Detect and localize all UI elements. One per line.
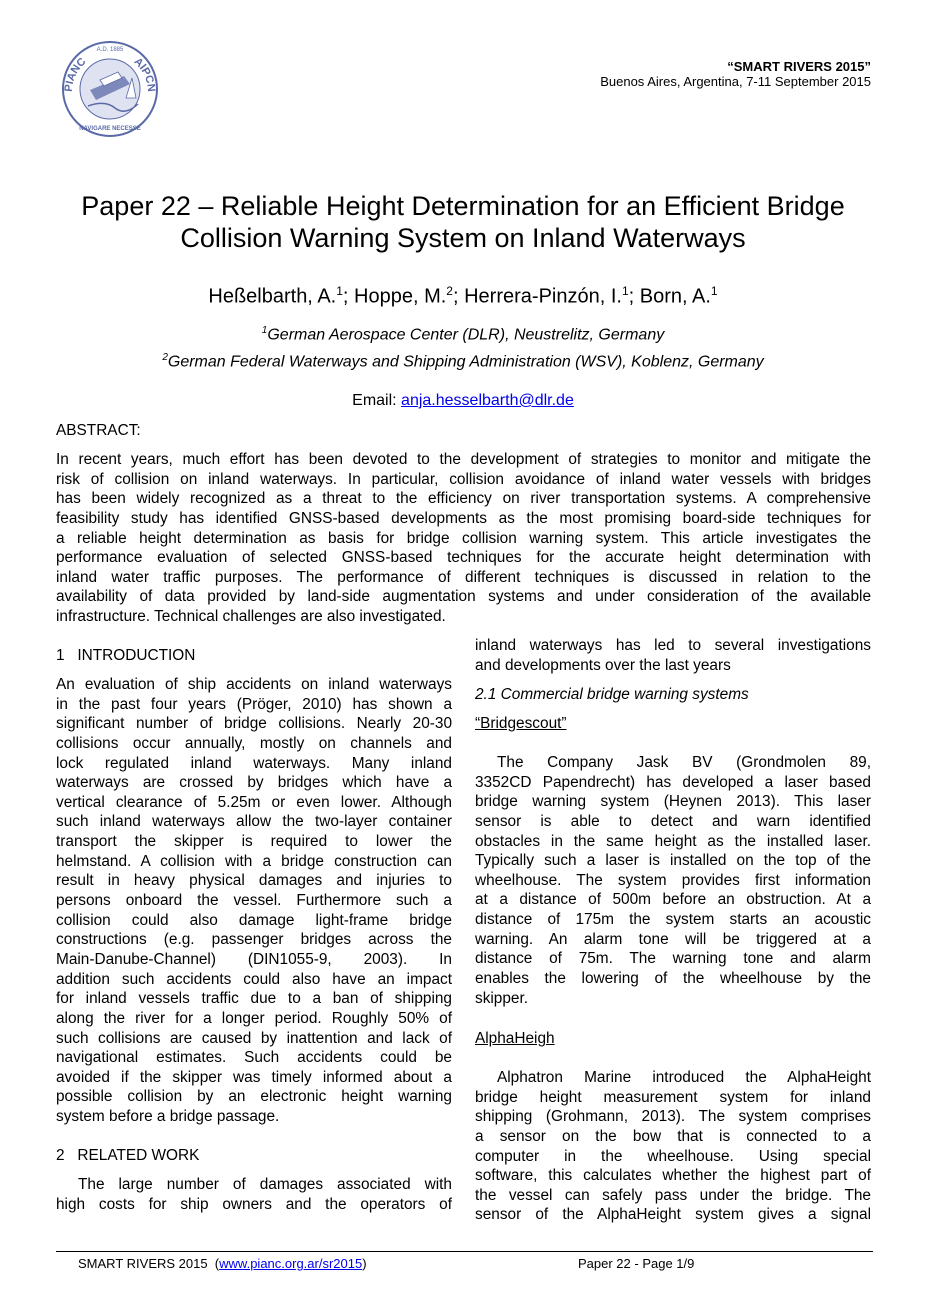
text-line: wheelhouse. The system provides first information <box>475 871 871 889</box>
text-line: inland water traffic purposes. The performance of different techniques is discussed in relation to the <box>56 568 871 586</box>
footer-rule <box>56 1251 873 1252</box>
author-affiliation-marker: 2 <box>446 284 453 298</box>
text-line: navigational estimates. Such accidents could be <box>56 1049 452 1067</box>
text-line: along the river for a longer period. Roughly 50% of <box>56 1009 452 1027</box>
introduction-paragraph <box>56 675 452 1127</box>
text-line: helmstand. A collision with a bridge construction can <box>56 852 452 870</box>
text-line: bridge height measurement system for inland <box>475 1088 871 1106</box>
subsection-2-1-heading: 2.1 Commercial bridge warning systems <box>475 686 749 703</box>
author-name: Born, A. <box>639 285 711 308</box>
bridgescout-heading: “Bridgescout” <box>475 715 567 732</box>
text-line: enables the lowering of the wheelhouse by the <box>475 970 871 988</box>
author-list <box>40 284 886 309</box>
text-line: Typically such a laser is installed on the top of the <box>475 852 871 870</box>
text-line: the vessel can safely pass under the bridge. The <box>475 1186 871 1204</box>
email-line <box>40 392 886 410</box>
author-name: Herrera-Pinzón, I. <box>464 285 622 308</box>
text-line: obstacles in the same height as the installed laser. <box>475 832 871 850</box>
text-line: sensor of the AlphaHeight system gives a signal <box>475 1206 871 1224</box>
text-line: transport the skipper is required to lower the <box>56 833 452 851</box>
bridgescout-paragraph <box>475 753 871 1008</box>
text-line: computer in the wheelhouse. Using special <box>475 1147 871 1165</box>
text-line: availability of data provided by land-side augmentation systems and under consideration of the available <box>56 588 871 606</box>
text-line: result in heavy physical damages and injuries to <box>56 872 452 890</box>
text-line: feasibility study has identified GNSS-based developments as the most promising board-side techniques for <box>56 509 871 527</box>
text-line: vertical clearance of 5.25m or even lower. Although <box>56 793 452 811</box>
footer-paren: ) <box>362 1256 367 1271</box>
text-line: has been widely recognized as a threat to the efficiency on river transportation systems. A comprehensive <box>56 490 871 508</box>
affiliation-text: German Federal Waterways and Shipping Administration (WSV), Koblenz, Germany <box>167 353 764 371</box>
author-affiliation-marker: 1 <box>710 284 718 298</box>
related-work-paragraph <box>56 1175 452 1214</box>
pianc-logo <box>60 40 160 138</box>
text-line: such collisions are caused by inattention and lack of <box>56 1029 452 1047</box>
text-line: distance of 175m the system starts an acoustic <box>475 911 871 929</box>
text-line: constructions (e.g. passenger bridges across the <box>56 931 452 949</box>
text-line: a sensor on the bow that is connected to a <box>475 1127 871 1145</box>
affiliation-1 <box>40 325 886 344</box>
affiliation-2 <box>40 352 886 371</box>
title-line-2: Collision Warning System on Inland Waterways <box>180 223 746 253</box>
text-line: persons onboard the vessel. Furthermore such a <box>56 892 452 910</box>
logo-top-text: A.D. 1885 <box>96 47 124 53</box>
text-line: In recent years, much effort has been devoted to the development of strategies to monitor and mitigate the <box>56 451 871 468</box>
text-line: collision could also damage light-frame bridge <box>56 911 452 929</box>
text-line: avoided if the skipper was timely informed about a <box>56 1068 452 1086</box>
author-name: Hoppe, M. <box>354 285 447 308</box>
related-work-continued <box>475 636 871 675</box>
text-line: Alphatron Marine introduced the AlphaHeight <box>497 1069 871 1086</box>
section-1-heading: 1 INTRODUCTION <box>56 647 196 664</box>
text-line: high costs for ship owners and the operators of <box>56 1195 452 1213</box>
author-affiliation-marker: 1 <box>336 284 343 298</box>
text-line: significant number of bridge collisions. Nearly 20-30 <box>56 715 452 733</box>
text-line: in the past four years (Pröger, 2010) has shown a <box>56 695 452 713</box>
text-line: lock regulated inland waterways. Many inland <box>56 754 452 772</box>
text-line: skipper. <box>475 989 529 1007</box>
text-line: infrastructure. Technical challenges are also investigated. <box>56 608 446 626</box>
abstract-paragraph <box>56 450 871 627</box>
text-line: The Company Jask BV (Grondmolen 89, <box>497 754 871 771</box>
alphaheight-heading: AlphaHeigh <box>475 1030 555 1047</box>
text-line: performance evaluation of selected GNSS-based techniques for the accurate height determination with <box>56 549 871 567</box>
text-line: collisions occur annually, mostly on channels and <box>56 734 452 752</box>
page-number: Paper 22 - Page 1/9 <box>578 1256 695 1271</box>
text-line: bridge warning system (Heynen 2013). This laser <box>475 793 871 811</box>
alphaheight-paragraph <box>475 1068 871 1225</box>
author-name: Heßelbarth, A. <box>208 285 337 308</box>
footer-left <box>78 1256 367 1271</box>
conference-location: Buenos Aires, Argentina, 7-11 September 2015 <box>600 74 871 89</box>
text-line: at a distance of 500m before an obstruction. At a <box>475 891 871 909</box>
text-line: The large number of damages associated with <box>78 1176 452 1193</box>
text-line: system before a bridge passage. <box>56 1108 280 1126</box>
text-line: sensor is able to detect and warn identified <box>475 812 871 830</box>
text-line: 3352CD Papendrecht) has developed a laser based <box>475 773 871 791</box>
email-label: Email: <box>352 392 402 409</box>
text-line: inland waterways has led to several investigations <box>475 637 871 654</box>
paper-title <box>40 190 886 254</box>
author-separator: ; <box>342 285 355 308</box>
logo-bottom-text: NAVIGARE NECESSE <box>79 126 141 132</box>
title-line-1: Paper 22 – Reliable Height Determination for an Efficient Bridge <box>81 191 845 221</box>
author-separator: ; <box>628 285 640 308</box>
email-link[interactable]: anja.hesselbarth@dlr.de <box>401 392 574 409</box>
text-line: a reliable height determination as basis for bridge collision warning system. This article investigates the <box>56 529 871 547</box>
author-affiliation-marker: 1 <box>621 284 629 298</box>
abstract-heading: ABSTRACT: <box>56 422 141 439</box>
text-line: possible collision by an electronic height warning <box>56 1088 452 1106</box>
text-line: warning. An alarm tone will be triggered at a <box>475 930 871 948</box>
footer-link[interactable]: www.pianc.org.ar/sr2015 <box>219 1256 363 1271</box>
text-line: such inland waterways allow the two-layer container <box>56 813 452 831</box>
text-line: addition such accidents could also have an impact <box>56 970 452 988</box>
text-line: software, this calculates whether the highest part of <box>475 1167 871 1185</box>
text-line: risk of collision on inland waterways. In particular, collision avoidance of inland water vessels with bridges <box>56 470 871 488</box>
affiliation-text: German Aerospace Center (DLR), Neustrelitz, Germany <box>267 326 665 344</box>
text-line: An evaluation of ship accidents on inland waterways <box>56 676 452 693</box>
affiliation-marker: 1 <box>261 325 268 336</box>
text-line: and developments over the last years <box>475 656 731 674</box>
affiliation-marker: 2 <box>162 352 168 363</box>
section-2-heading: 2 RELATED WORK <box>56 1147 200 1164</box>
text-line: waterways are crossed by bridges which have a <box>56 774 452 792</box>
conference-name: “SMART RIVERS 2015” <box>727 59 871 74</box>
text-line: shipping (Grohmann, 2013). The system comprises <box>475 1108 871 1126</box>
logo-right-text: AIPCN <box>131 55 158 93</box>
text-line: distance of 75m. The warning tone and alarm <box>475 950 871 968</box>
text-line: Main-Danube-Channel) (DIN1055-9, 2003). In <box>56 950 452 968</box>
author-separator: ; <box>452 285 465 308</box>
text-line: for inland vessels traffic due to a ban of shipping <box>56 990 452 1008</box>
logo-left-text: PIANC <box>62 55 89 93</box>
footer-conference: SMART RIVERS 2015 ( <box>78 1256 220 1271</box>
